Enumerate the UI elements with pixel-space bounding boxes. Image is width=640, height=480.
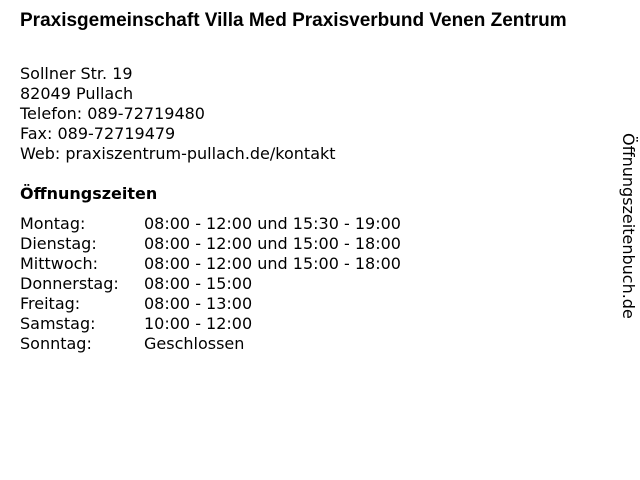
time-value: 08:00 - 15:00 xyxy=(144,274,253,293)
day-label: Mittwoch: xyxy=(20,254,98,273)
time-value: 08:00 - 12:00 und 15:30 - 19:00 xyxy=(144,214,401,233)
hours-row xyxy=(20,274,401,294)
website: Web: praxiszentrum-pullach.de/kontakt xyxy=(20,144,336,163)
page-title: Praxisgemeinschaft Villa Med Praxisverbund Venen Zentrum xyxy=(20,10,567,31)
day-label: Sonntag: xyxy=(20,334,92,353)
hours-row xyxy=(20,334,401,354)
street: Sollner Str. 19 xyxy=(20,64,133,83)
opening-hours-heading: Öffnungszeiten xyxy=(20,184,158,203)
day-label: Samstag: xyxy=(20,314,96,333)
address-block xyxy=(20,64,336,164)
hours-row xyxy=(20,214,401,234)
hours-row xyxy=(20,294,401,314)
time-value: 08:00 - 13:00 xyxy=(144,294,253,313)
phone: Telefon: 089-72719480 xyxy=(20,104,205,123)
day-label: Dienstag: xyxy=(20,234,97,253)
hours-row xyxy=(20,314,401,334)
time-value: Geschlossen xyxy=(144,334,245,353)
time-value: 08:00 - 12:00 und 15:00 - 18:00 xyxy=(144,254,401,273)
fax: Fax: 089-72719479 xyxy=(20,124,176,143)
watermark xyxy=(612,133,640,365)
watermark-text: Öffnungszeitenbuch.de xyxy=(619,133,638,319)
hours-row xyxy=(20,234,401,254)
time-value: 10:00 - 12:00 xyxy=(144,314,253,333)
day-label: Montag: xyxy=(20,214,86,233)
hours-row xyxy=(20,254,401,274)
day-label: Donnerstag: xyxy=(20,274,119,293)
day-label: Freitag: xyxy=(20,294,81,313)
city: 82049 Pullach xyxy=(20,84,134,103)
time-value: 08:00 - 12:00 und 15:00 - 18:00 xyxy=(144,234,401,253)
opening-hours-table xyxy=(20,214,401,354)
